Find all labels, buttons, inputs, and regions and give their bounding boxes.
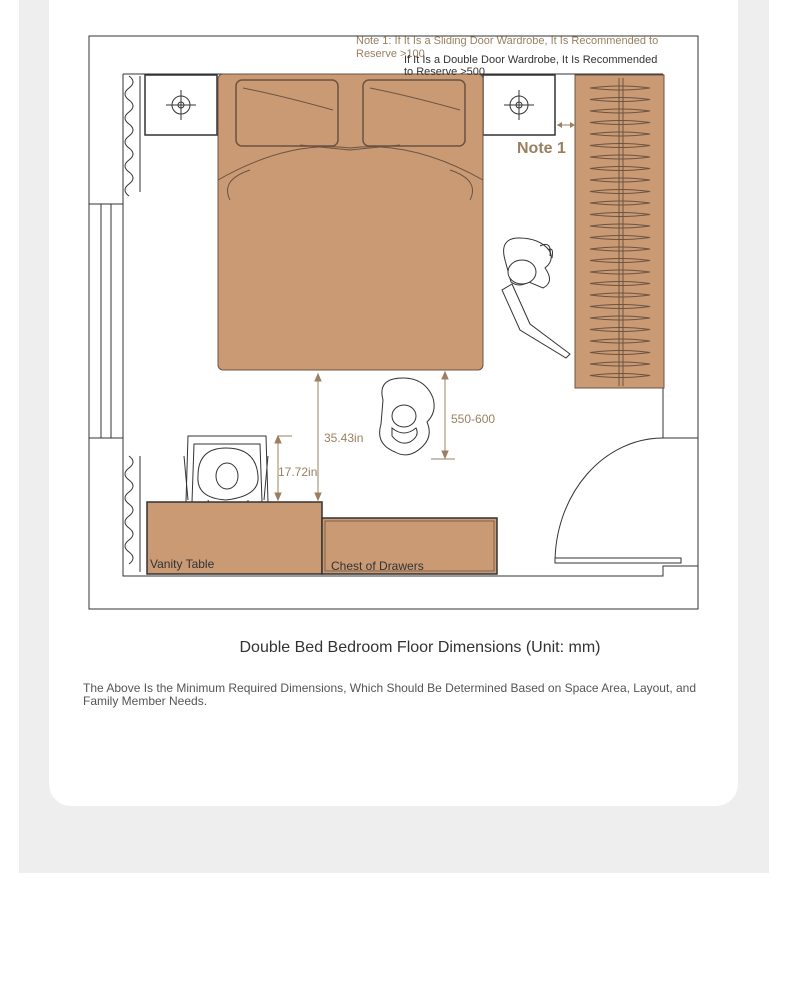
double-bed <box>218 74 483 370</box>
note2-line1: If It Is a Double Door Wardrobe, It Is Recommended <box>404 54 658 66</box>
dim-walkway-label: 550-600 <box>451 412 496 426</box>
curtain-top <box>125 76 140 196</box>
dim-bed-to-table <box>315 374 321 500</box>
door-swing <box>555 438 681 563</box>
nightstand-right <box>483 75 555 135</box>
vanity-table-label: Vanity Table <box>150 557 215 571</box>
note1-line1: Note 1: If It Is a Sliding Door Wardrobe, It Is Recommended to <box>356 35 659 47</box>
nightstand-left <box>145 75 217 135</box>
wardrobe <box>575 75 664 388</box>
diagram-footnote: The Above Is the Minimum Required Dimensions, Which Should Be Determined Based on Space Area, Layout, and Family Member Needs. <box>83 681 697 708</box>
note2-line2: to Reserve >500 <box>404 66 486 78</box>
dim-bed-to-table-label: 35.43in <box>324 431 364 445</box>
note1-marker: Note 1 <box>517 140 566 157</box>
person-walkway-icon <box>380 378 435 455</box>
person-near-wardrobe-icon <box>502 238 570 358</box>
window-left <box>89 204 123 438</box>
curtain-bottom <box>125 456 140 572</box>
diagram-caption: Double Bed Bedroom Floor Dimensions (Unit: mm) <box>239 639 601 656</box>
note1-line2: Reserve >100 <box>356 48 425 60</box>
chest-of-drawers-label: Chest of Drawers <box>331 559 424 573</box>
dim-chair-label: 17.72in <box>278 465 318 479</box>
